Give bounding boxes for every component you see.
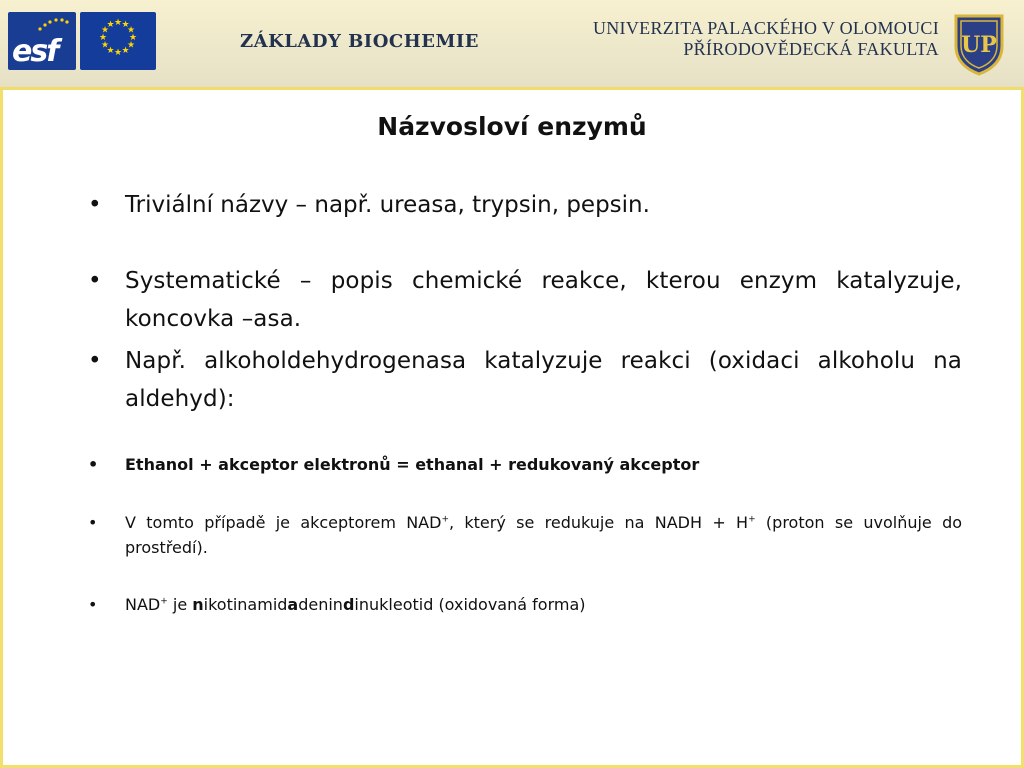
- svg-text:★: ★: [106, 46, 115, 56]
- bullet-text: Např. alkoholdehydrogenasa katalyzuje reakci (oxidaci alkoholu na aldehyd):: [125, 348, 962, 412]
- bold-letter: n: [192, 595, 204, 614]
- text-part: NAD: [125, 595, 161, 614]
- svg-text:★: ★: [100, 25, 110, 36]
- eu-flag-logo: [80, 12, 156, 70]
- bullet-item: [88, 510, 962, 560]
- bullet-icon: •: [88, 192, 102, 218]
- svg-text:★: ★: [126, 40, 136, 51]
- svg-text:★: ★: [121, 20, 130, 30]
- esf-stars-icon: [36, 15, 72, 35]
- superscript-plus: +: [160, 596, 168, 607]
- svg-text:★: ★: [100, 40, 110, 51]
- bullet-item: [88, 452, 962, 477]
- slide-header: [0, 0, 1024, 90]
- bullet-text: [125, 510, 962, 560]
- superscript-plus: +: [748, 514, 756, 525]
- text-part: je: [167, 595, 193, 614]
- bullet-icon: •: [88, 595, 98, 614]
- esf-logo-text: esf: [12, 34, 58, 69]
- superscript-plus: +: [441, 514, 449, 525]
- bullet-icon: •: [88, 513, 98, 532]
- bullet-item: [88, 186, 962, 224]
- svg-text:★: ★: [98, 33, 108, 43]
- slide-title: Názvosloví enzymů: [377, 112, 647, 141]
- text-part: V tomto případě je akceptorem NAD: [125, 513, 442, 532]
- text-part: ikotinamid: [203, 595, 288, 614]
- svg-text:★: ★: [113, 18, 123, 28]
- esf-logo: [8, 12, 76, 70]
- bullet-text: [125, 592, 962, 617]
- bullet-text: Systematické – popis chemické reakce, kterou enzym katalyzuje, koncovka –asa.: [125, 268, 962, 332]
- svg-text:★: ★: [126, 25, 136, 36]
- bullet-icon: •: [88, 348, 102, 374]
- university-name-line1: UNIVERZITA PALACKÉHO V OLOMOUCI: [592, 18, 939, 38]
- university-logo-text: UP: [961, 32, 997, 58]
- bullet-icon: •: [88, 268, 102, 294]
- reaction-equation: Ethanol + akceptor elektronů = ethanal + redukovaný akceptor: [125, 455, 700, 474]
- university-name-line2: PŘÍRODOVĚDECKÁ FAKULTA: [683, 39, 939, 59]
- text-part: , který se redukuje na NADH + H: [449, 513, 749, 532]
- bold-letter: a: [287, 595, 299, 614]
- text-part: denin: [298, 595, 343, 614]
- bullet-item: [88, 592, 962, 617]
- svg-text:★: ★: [113, 48, 123, 58]
- bullet-item: [88, 342, 962, 418]
- bold-letter: d: [342, 595, 355, 614]
- text-part: (proton se uvolňuje do prostředí).: [125, 513, 963, 557]
- course-title: ZÁKLADY BIOCHEMIE: [240, 31, 480, 52]
- svg-text:★: ★: [106, 20, 115, 30]
- eu-stars-icon: [80, 12, 156, 70]
- svg-text:★: ★: [128, 33, 138, 43]
- text-part: inukleotid (oxidovaná forma): [354, 595, 586, 614]
- bullet-item: [88, 262, 962, 338]
- university-shield-icon: [952, 12, 1006, 76]
- bullet-icon: •: [88, 455, 99, 474]
- bullet-list: [88, 186, 962, 617]
- university-name: [593, 18, 939, 60]
- bullet-text: Triviální názvy – např. ureasa, trypsin, pepsin.: [125, 192, 650, 218]
- svg-text:★: ★: [121, 46, 130, 56]
